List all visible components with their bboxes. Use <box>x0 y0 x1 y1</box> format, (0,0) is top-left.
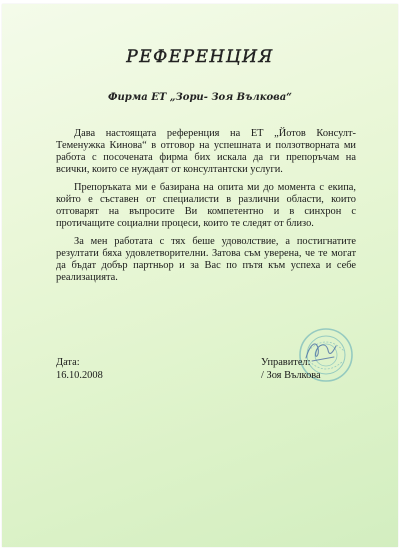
date-block <box>56 356 103 382</box>
body-paragraph-1: Дава настоящата референция на ЕТ „Йотов Консулт-Теменужка Кинова“ в отговор на успешната и ползотворната ми работа с посочената фирма бих искала да ги препоръчам на всички, които се нуждаят от консултантски услуги. <box>56 128 356 175</box>
document-page <box>2 4 398 547</box>
date-label: Дата: <box>56 357 80 368</box>
date-value: 16.10.2008 <box>56 370 103 381</box>
document-title: РЕФЕРЕНЦИЯ <box>126 47 274 67</box>
company-subtitle: Фирма ЕТ „Зори- Зоя Вълкова“ <box>108 92 292 103</box>
body-paragraph-2: Препоръката ми е базирана на опита ми до момента с екипа, който е съставен от специалисти в различни области, които отговарят на въпросите Ви компетентно и в синхрон с протичащите социални процеси, които те следят от близо. <box>56 182 356 229</box>
reference-body <box>56 128 356 290</box>
manager-name: / Зоя Вълкова <box>261 370 321 381</box>
manager-block <box>261 356 321 382</box>
manager-label: Управител: <box>261 357 311 368</box>
body-paragraph-3: За мен работата с тях беше удоволствие, а постигнатите резултати бяха удовлетворителни. Затова съм уверена, че те могат да бъдат добър партньор и за Вас по пътя към успеха и себе реализацията. <box>56 236 356 283</box>
